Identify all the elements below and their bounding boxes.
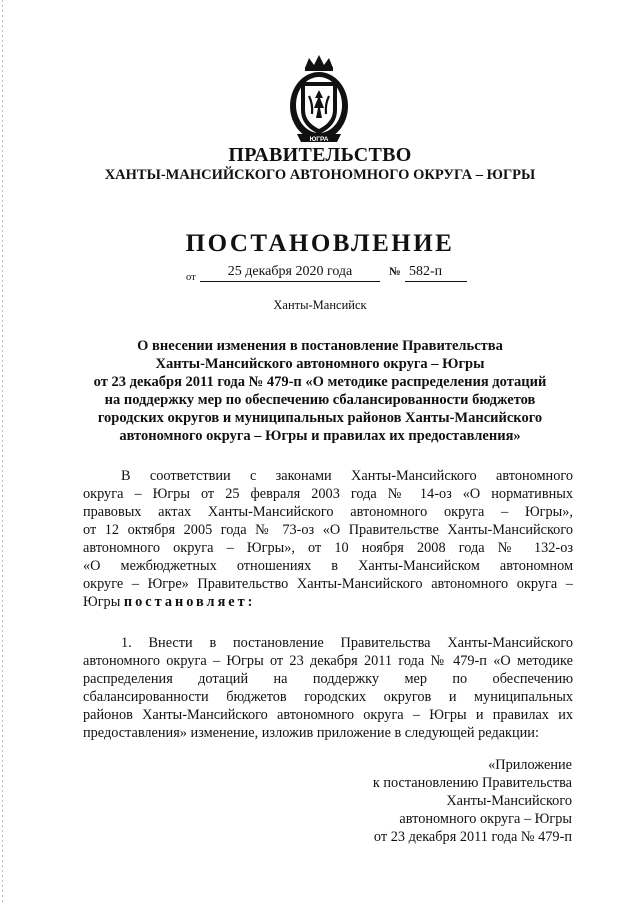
annex-line: «Приложение (488, 757, 572, 773)
document-date: 25 декабря 2020 года (200, 263, 380, 282)
date-from-label: от (186, 272, 196, 283)
emblem-icon (283, 52, 355, 148)
text-fragment: Югры (83, 594, 121, 610)
dateline (0, 263, 640, 287)
annex-line: автономного округа – Югры (399, 811, 572, 827)
text-line: распределения дотаций на поддержку мер по обеспечению (83, 671, 573, 687)
emblem-ribbon-text: ЮГРА (309, 136, 329, 143)
annex-line: Ханты-Мансийского (446, 793, 572, 809)
number-label: № (389, 266, 401, 278)
decree-word: постановляет: (123, 594, 256, 610)
text-line: от 12 октября 2005 года № 73-оз «О Правительстве Ханты-Мансийского (83, 522, 573, 538)
text-line: округе – Югре» Правительство Ханты-Мансийского автономного округа – (83, 576, 573, 592)
subject-line: городских округов и муниципальных районов Ханты-Мансийского (97, 410, 543, 426)
point-1-paragraph (83, 634, 573, 742)
annex-line: к постановлению Правительства (372, 775, 572, 791)
text-line: автономного округа – Югры от 23 декабря 2011 года № 479-п «О методике (83, 653, 573, 669)
subject-line: автономного округа – Югры и правилах их предоставления» (119, 428, 521, 444)
text-line: районов Ханты-Мансийского автономного округа – Югры и правилах их (83, 707, 573, 723)
document-number: 582-п (405, 263, 467, 282)
subject-line: Ханты-Мансийского автономного округа – Югры (155, 356, 485, 372)
text-line (83, 593, 573, 611)
document-type: ПОСТАНОВЛЕНИЕ (185, 230, 455, 257)
text-line: правовых актах Ханты-Мансийского автономного округа – Югры», (83, 504, 573, 520)
document-subject (60, 337, 580, 445)
region-title: ХАНТЫ-МАНСИЙСКОГО АВТОНОМНОГО ОКРУГА – ЮГРЫ (104, 167, 536, 183)
subject-line: от 23 декабря 2011 года № 479-п «О методике распределения дотаций (93, 374, 547, 390)
government-title: ПРАВИТЕЛЬСТВО (228, 144, 412, 166)
scan-edge (2, 0, 3, 905)
text-line: «О межбюджетных отношениях в Ханты-Мансийском автономном (83, 558, 573, 574)
subject-line: О внесении изменения в постановление Правительства (137, 338, 503, 354)
text-line: сбалансированности бюджетов городских округов и муниципальных (83, 689, 573, 705)
annex-line: от 23 декабря 2011 года № 479-п (373, 829, 572, 845)
text-line: В соответствии с законами Ханты-Мансийского автономного (121, 468, 573, 484)
annex-reference (312, 756, 572, 846)
preamble-paragraph (83, 467, 573, 611)
city: Ханты-Мансийск (273, 298, 367, 312)
text-line: автономного округа – Югры», от 10 ноября 2008 года № 132-оз (83, 540, 573, 556)
text-line: 1. Внести в постановление Правительства Ханты-Мансийского (121, 635, 573, 651)
text-line: предоставления» изменение, изложив приложение в следующей редакции: (83, 725, 539, 741)
subject-line: на поддержку мер по обеспечению сбалансированности бюджетов (104, 392, 536, 408)
text-line: округа – Югры от 25 февраля 2003 года № 14-оз «О нормативных (83, 486, 573, 502)
